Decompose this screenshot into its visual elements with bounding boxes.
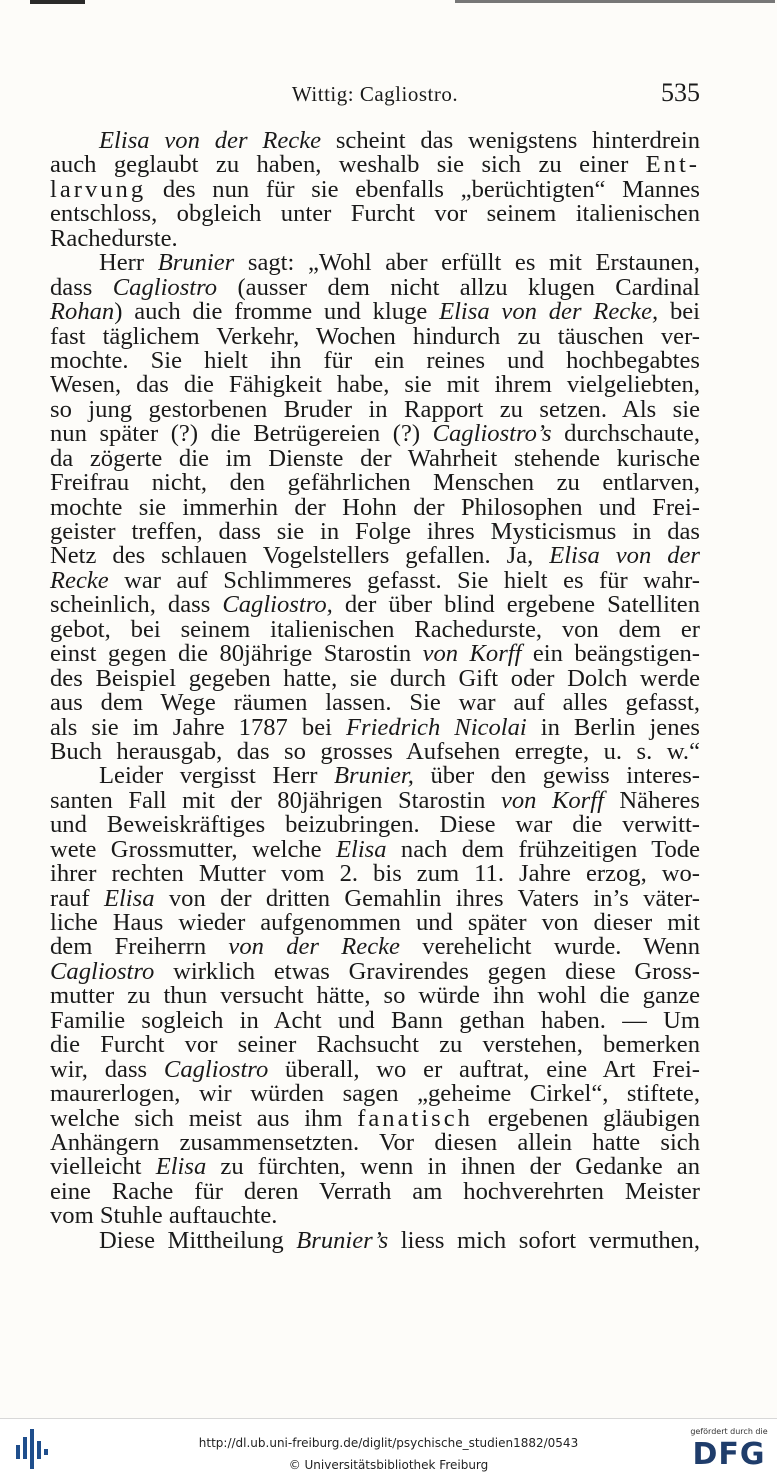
text-run: fast täglichem Verkehr, Wochen hindurch zu täuschen ver- [50, 322, 700, 350]
text-line [50, 273, 700, 301]
text-line [50, 1204, 700, 1228]
text-run: eine Rache für deren Verrath am hochverehrten Meister [50, 1177, 700, 1205]
text-run: (ausser dem nicht allzu klugen Cardinal [217, 273, 700, 301]
text-run: scheint das wenigstens hinterdrein [321, 127, 700, 154]
text-line [50, 642, 700, 666]
spaced-emphasis: Ent- [645, 151, 700, 179]
dfg-caption: gefördert durch die [690, 1427, 768, 1436]
text-run: gebot, bei seinem italienischen Rachedurste, von dem er [50, 615, 700, 643]
text-line [50, 1033, 700, 1057]
text-run: liche Haus wieder aufgenommen und später von dieser mit [50, 909, 700, 936]
text-run: überall, wo er auftrat, eine Art Frei- [268, 1055, 700, 1083]
text-run: maurerlogen, wir würden sagen „geheime Cirkel“, stiftete, [50, 1080, 700, 1108]
text-line [50, 1155, 700, 1179]
text-line [50, 984, 700, 1008]
text-run: der über blind ergebene Satelliten [332, 591, 700, 619]
text-run: wirklich etwas Gravirendes gegen diese Gross- [154, 957, 700, 985]
text-line [50, 493, 700, 521]
text-run: auch geglaubt zu haben, weshalb sie sich zu einer [50, 151, 646, 179]
italic-name: Brunier [157, 249, 235, 277]
text-run: einst gegen die 80jährige Starostin [50, 640, 423, 668]
text-run: ) auch die fromme und kluge [114, 298, 440, 326]
text-line [50, 202, 700, 226]
italic-name: Elisa [155, 1153, 207, 1181]
text-run: Herr [99, 249, 158, 277]
text-line [50, 862, 700, 886]
text-line [50, 300, 700, 324]
text-line [50, 1128, 700, 1156]
text-run: ein beängstigen- [521, 640, 700, 668]
italic-name: von Korff [500, 786, 604, 814]
italic-name: Elisa von der Recke [99, 127, 322, 154]
text-run: da zögerte die im Dienste der Wahrheit stehende kurische [50, 444, 700, 472]
text-run: als sie im Jahre 1787 bei [50, 713, 346, 741]
dfg-logo-text: DFG [692, 1437, 766, 1472]
text-run: welche sich meist aus ihm [50, 1104, 358, 1132]
italic-name: Rohan [50, 298, 115, 326]
italic-name: Elisa von der [549, 542, 700, 570]
text-run: in Berlin jenes [526, 713, 700, 741]
italic-name: Cagliostro [50, 957, 155, 985]
text-line [50, 593, 700, 617]
text-run: nun später (?) die Betrügereien (?) [50, 420, 433, 448]
text-run: sagt: „Wohl aber erfüllt es mit Erstaunen, [234, 249, 700, 277]
text-line [50, 737, 700, 765]
text-run: bei [658, 298, 701, 326]
text-line [50, 175, 700, 203]
text-line [50, 153, 700, 177]
text-line [50, 786, 700, 814]
text-line [50, 713, 700, 741]
text-line [50, 322, 700, 350]
text-line [50, 520, 700, 544]
text-line [50, 1226, 700, 1254]
text-run: mochte. Sie hielt ihn für ein reines und hochbegabtes [50, 346, 700, 374]
text-run: Wesen, das die Fähigkeit habe, sie mit ihrem vielgeliebten, [50, 371, 700, 399]
italic-name: Cagliostro, [222, 591, 333, 619]
italic-name: von der Recke [228, 933, 400, 961]
text-run: Rachedurste. [50, 224, 178, 252]
text-run: mochte sie immerhin der Hohn der Philosophen und Frei- [50, 493, 700, 521]
text-run: von der dritten Gemahlin ihres Vaters in’s väter- [154, 884, 700, 912]
text-line [50, 373, 700, 397]
text-line [50, 1006, 700, 1034]
text-run: geister treffen, dass sie in Folge ihres Mysticismus in das [50, 518, 700, 545]
text-line [50, 1055, 700, 1083]
footer-copyright: © Universitätsbibliothek Freiburg [288, 1458, 489, 1472]
text-run: Freifrau nicht, den gefährlichen Menschen zu entlarven, [50, 469, 700, 497]
text-run: Buch herausgab, das so grosses Aufsehen erregte, u. s. w.“ [50, 737, 700, 765]
text-run: so jung gestorbenen Bruder in Rapport zu setzen. Als sie [50, 395, 700, 423]
text-line [50, 566, 700, 594]
text-line [50, 935, 700, 959]
text-line [50, 471, 700, 495]
text-run: mutter zu thun versucht hätte, so würde ihn wohl die ganze [50, 982, 700, 1010]
text-run: dem Freiherrn [50, 933, 229, 961]
text-run: durchschaute, [551, 420, 700, 448]
italic-name: Cagliostro’s [432, 420, 552, 448]
text-line [50, 251, 700, 275]
italic-name: Brunier, [333, 762, 414, 790]
footer-url-link[interactable]: http://dl.ub.uni-freiburg.de/diglit/psychische_studien1882/0543 [198, 1436, 579, 1450]
italic-name: Elisa [335, 835, 387, 863]
text-run: Näheres [603, 786, 700, 814]
italic-name: Brunier’s [296, 1226, 389, 1254]
italic-name: Recke [50, 566, 109, 594]
text-line [50, 395, 700, 423]
text-line [50, 664, 700, 692]
italic-name: von Korff [422, 640, 522, 668]
text-run: zu fürchten, wenn in ihnen der Gedanke an [206, 1153, 700, 1181]
text-line [50, 346, 700, 374]
text-run: wir, dass [50, 1055, 164, 1083]
text-run: rauf [50, 884, 104, 912]
text-run: aus dem Wege räumen lassen. Sie war auf alles gefasst, [50, 689, 700, 717]
text-run: dass [50, 273, 113, 301]
dfg-logo [688, 1427, 770, 1473]
running-head [50, 78, 700, 116]
text-run: über den gewiss interes- [413, 762, 700, 790]
text-line [50, 1104, 700, 1132]
text-line [50, 911, 700, 935]
text-line [50, 764, 700, 788]
italic-name: Elisa [103, 884, 155, 912]
text-line [50, 544, 700, 568]
text-line [50, 835, 701, 863]
text-line [50, 224, 700, 252]
running-title: Wittig: Cagliostro. [291, 82, 459, 106]
italic-name: Elisa von der Recke, [439, 298, 659, 326]
text-run: des nun für sie ebenfalls „berüchtigten“ Mannes [146, 175, 700, 203]
text-run: des Beispiel gegeben hatte, sie durch Gift oder Dolch werde [50, 664, 700, 692]
text-run: und Beweiskräftiges beizubringen. Diese war die verwitt- [50, 811, 700, 839]
text-line [50, 884, 700, 912]
page-number: 535 [661, 78, 700, 107]
text-line [50, 615, 700, 643]
italic-name: Cagliostro [112, 273, 218, 301]
spaced-emphasis: fanatisch [357, 1104, 473, 1132]
text-run: Leider vergisst Herr [99, 762, 334, 790]
italic-name: Cagliostro [163, 1055, 269, 1083]
text-run: entschloss, obgleich unter Furcht vor seinem italienischen [50, 200, 700, 228]
footer-bar [0, 1418, 777, 1478]
text-run: liess mich sofort vermuthen, [388, 1226, 700, 1254]
text-run: santen Fall mit der 80jährigen Starostin [50, 786, 501, 814]
text-run: vielleicht [50, 1153, 156, 1181]
text-line [50, 129, 700, 153]
text-run: wete Grossmutter, welche [50, 835, 336, 863]
text-run: Diese Mittheilung [99, 1226, 297, 1254]
text-run: nach dem frühzeitigen Tode [386, 835, 701, 863]
italic-name: Friedrich Nicolai [346, 713, 527, 741]
text-run: scheinlich, dass [50, 591, 223, 619]
text-run: verehelicht wurde. Wenn [399, 933, 700, 961]
text-line [50, 957, 700, 985]
text-run: ihrer rechten Mutter vom 2. bis zum 11. Jahre erzog, wo- [50, 860, 700, 888]
spaced-emphasis: larvung [50, 175, 147, 203]
text-run: Netz des schlauen Vogelstellers gefallen. Ja, [50, 542, 550, 570]
top-edge-rule [455, 0, 775, 3]
top-edge-mark [30, 0, 85, 4]
body-text [50, 129, 700, 1253]
text-line [50, 813, 700, 837]
text-run: Familie sogleich in Acht und Bann gethan haben. — Um [50, 1006, 700, 1034]
text-line [50, 1177, 700, 1205]
text-run: vom Stuhle auftauchte. [50, 1202, 278, 1230]
text-line [50, 422, 700, 446]
text-line [50, 444, 700, 472]
text-run: war auf Schlimmeres gefasst. Sie hielt es für wahr- [108, 566, 700, 594]
text-line [50, 1082, 700, 1106]
text-run: ergebenen gläubigen [472, 1104, 700, 1132]
text-run: Anhängern zusammensetzten. Vor diesen allein hatte sich [50, 1128, 700, 1156]
text-run: die Furcht vor seiner Rachsucht zu verstehen, bemerken [50, 1031, 700, 1059]
text-line [50, 691, 700, 715]
